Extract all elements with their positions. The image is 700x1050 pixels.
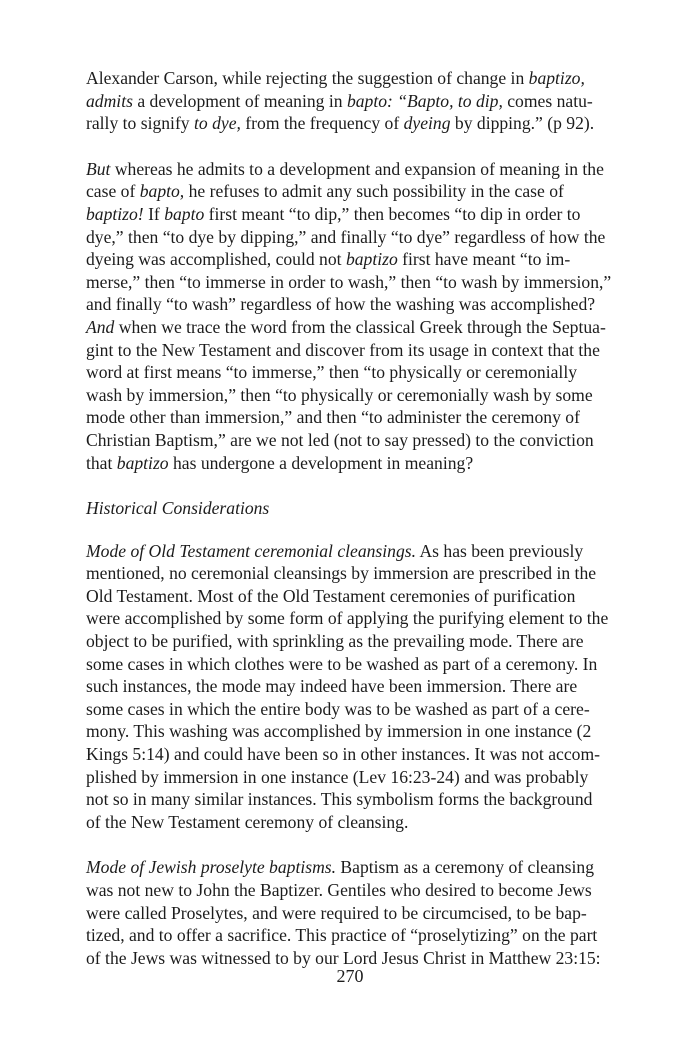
text-line bbox=[86, 766, 634, 789]
text-run: Alexander Carson, while rejecting the suggestion of change in bbox=[86, 68, 529, 88]
text-line bbox=[86, 158, 634, 181]
text-run: tized, and to offer a sacrifice. This practice of “proselytizing” on the part bbox=[86, 925, 598, 946]
text-run: first meant “to dip,” then becomes “to dip in order to bbox=[204, 203, 581, 224]
text-line bbox=[86, 630, 634, 653]
text-run: were accomplished by some form of applying the purifying element to the bbox=[86, 608, 609, 629]
text-run: mony. This washing was accomplished by immersion in one instance (2 bbox=[86, 721, 592, 742]
italic-text: admits bbox=[86, 90, 133, 111]
italic-text: baptizo, bbox=[528, 68, 585, 88]
italic-text: bapto bbox=[164, 203, 205, 224]
text-run: of the New Testament ceremony of cleansing. bbox=[86, 811, 409, 832]
text-run: a development of meaning in bbox=[132, 90, 347, 111]
text-line bbox=[86, 585, 634, 608]
text-run: some cases in which clothes were to be washed as part of a ceremony. In bbox=[86, 653, 598, 674]
text-line bbox=[86, 924, 634, 947]
text-line bbox=[86, 497, 634, 520]
text-line bbox=[86, 856, 634, 879]
text-run: and finally “to wash” regardless of how the washing was accomplished? bbox=[86, 294, 596, 315]
text-run: word at first means “to immerse,” then “to physically or ceremonially bbox=[86, 362, 578, 383]
text-line bbox=[86, 675, 634, 698]
text-run: dye,” then “to dye by dipping,” and finally “to dye” regardless of how the bbox=[86, 226, 606, 247]
text-run: rally to signify bbox=[86, 113, 194, 134]
text-run: he refuses to admit any such possibility in the case of bbox=[184, 181, 564, 202]
paragraph-carson bbox=[86, 67, 634, 135]
text-line bbox=[86, 339, 634, 362]
text-line bbox=[86, 316, 634, 339]
text-line bbox=[86, 180, 634, 203]
text-run: gint to the New Testament and discover from its usage in context that the bbox=[86, 339, 600, 360]
text-line bbox=[86, 361, 634, 384]
text-line bbox=[86, 562, 634, 585]
text-run: comes natu- bbox=[502, 90, 593, 111]
text-line bbox=[86, 879, 634, 902]
text-run: If bbox=[143, 203, 165, 224]
text-run: plished by immersion in one instance (Lev 16:23-24) and was probably bbox=[86, 766, 589, 787]
text-run: Christian Baptism,” are we not led (not to say pressed) to the conviction bbox=[86, 429, 594, 450]
text-line bbox=[86, 293, 634, 316]
text-run: of the Jews was witnessed to by our Lord Jesus Christ in Matthew 23:15: bbox=[86, 947, 601, 968]
italic-text: baptizo! bbox=[86, 203, 144, 224]
text-run: merse,” then “to immerse in order to wash,” then “to wash by immersion,” bbox=[86, 271, 612, 292]
text-run: mentioned, no ceremonial cleansings by immersion are prescribed in the bbox=[86, 563, 597, 584]
text-line bbox=[86, 540, 634, 563]
text-run: was not new to John the Baptizer. Gentiles who desired to become Jews bbox=[86, 880, 592, 900]
text-run: not so in many similar instances. This symbolism forms the background bbox=[86, 789, 593, 810]
text-run: has undergone a development in meaning? bbox=[168, 452, 474, 473]
text-line bbox=[86, 902, 634, 925]
text-run: wash by immersion,” then “to physically or ceremonially wash by some bbox=[86, 384, 593, 405]
text-line bbox=[86, 112, 634, 135]
italic-text: bapto: “Bapto, to dip, bbox=[346, 90, 503, 111]
text-run: when we trace the word from the classical Greek through the Septua- bbox=[114, 316, 606, 337]
page-number: 270 bbox=[336, 966, 364, 986]
italic-text: But bbox=[86, 158, 111, 179]
text-run: case of bbox=[86, 181, 140, 202]
text-run: object to be purified, with sprinkling as the prevailing mode. There are bbox=[86, 631, 584, 652]
paragraph-old-testament bbox=[86, 540, 634, 834]
italic-text: to dye, bbox=[194, 113, 241, 134]
text-line bbox=[86, 698, 634, 721]
paragraph-development bbox=[86, 158, 634, 474]
text-run: mode other than immersion,” and then “to administer the ceremony of bbox=[86, 407, 580, 428]
section-heading bbox=[86, 497, 634, 520]
text-line bbox=[86, 384, 634, 407]
italic-text: baptizo bbox=[116, 452, 169, 473]
text-line bbox=[86, 429, 634, 452]
text-run: from the frequency of bbox=[240, 113, 404, 134]
text-line bbox=[86, 203, 634, 226]
page-body bbox=[86, 67, 634, 992]
text-run: some cases in which the entire body was to be washed as part of a cere- bbox=[86, 698, 590, 719]
text-run: such instances, the mode may indeed have been immersion. There are bbox=[86, 676, 578, 697]
italic-text: Historical Considerations bbox=[86, 498, 270, 519]
text-run: whereas he admits to a development and expansion of meaning in the bbox=[110, 158, 604, 179]
text-run: first have meant “to im- bbox=[397, 249, 571, 270]
text-line bbox=[86, 811, 634, 834]
italic-text: Mode of Jewish proselyte baptisms. bbox=[86, 857, 337, 878]
text-line bbox=[86, 743, 634, 766]
text-line bbox=[86, 90, 634, 113]
text-line bbox=[86, 271, 634, 294]
italic-text: bapto, bbox=[139, 181, 185, 202]
text-run: that bbox=[86, 452, 117, 473]
text-line bbox=[86, 653, 634, 676]
text-line bbox=[86, 607, 634, 630]
text-run: dyeing was accomplished, could not bbox=[86, 249, 346, 270]
text-run: As has been previously bbox=[416, 540, 584, 561]
text-line bbox=[86, 788, 634, 811]
text-line bbox=[86, 406, 634, 429]
italic-text: dyeing bbox=[403, 113, 451, 134]
text-line bbox=[86, 452, 634, 475]
italic-text: baptizo bbox=[345, 249, 398, 270]
italic-text: And bbox=[86, 316, 115, 337]
text-run: were called Proselytes, and were required to be circumcised, to be bap- bbox=[86, 902, 587, 923]
text-line bbox=[86, 226, 634, 249]
text-run: Old Testament. Most of the Old Testament ceremonies of purification bbox=[86, 585, 576, 606]
text-line bbox=[86, 248, 634, 271]
text-line bbox=[86, 720, 634, 743]
italic-text: Mode of Old Testament ceremonial cleansings. bbox=[86, 540, 417, 561]
text-run: by dipping.” (p 92). bbox=[450, 113, 595, 134]
text-run: Baptism as a ceremony of cleansing bbox=[336, 857, 594, 878]
text-run: Kings 5:14) and could have been so in other instances. It was not accom- bbox=[86, 744, 600, 765]
text-line bbox=[86, 67, 634, 90]
paragraph-proselyte bbox=[86, 856, 634, 969]
